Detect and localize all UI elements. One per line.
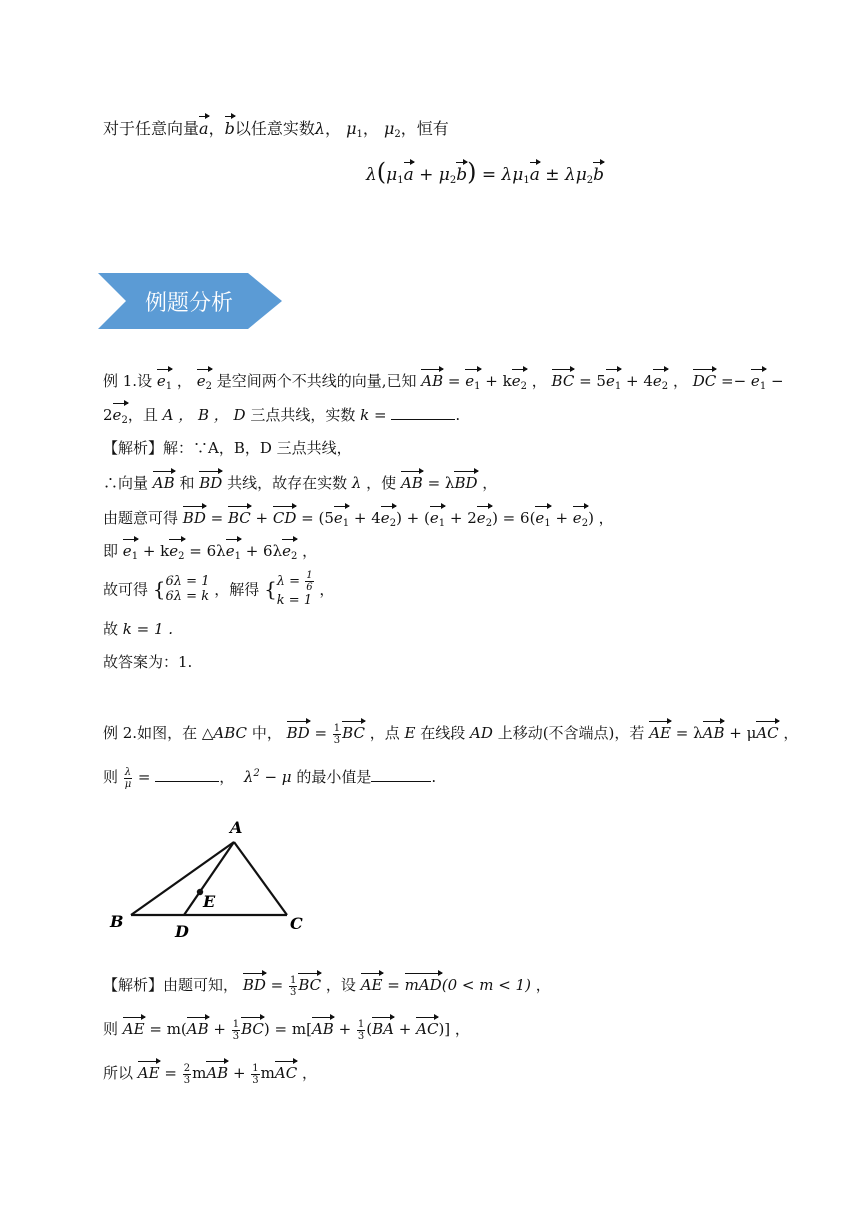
example1-answer: 故答案为：1. [103,653,193,671]
mu2-symbol: $\mu_2$ [383,119,401,140]
vector-e2: $e_2$ [196,372,212,392]
example2-suoyi-line: 所以 AE = $\frac{2}{3}$ mAB + $\frac{1}{3}$ mAC ， [103,1062,317,1086]
example2-line2: 则 $\frac{\lambda}{\mu}$ = ， $\lambda^2 - \mu$ 的最小值是 . [103,766,437,790]
label-e: E [203,892,216,911]
example1-given: 由题意可得 BD = BC + CD = $(5e_1 + 4e_2) + (e_1 + 2e_2) = 6(e_1 + e_2)$ ， [103,509,614,529]
example1-line2: $2e_2$，且 A ， B ， D 三点共线，实数 k = . [103,406,461,426]
answer-blank-k[interactable] [391,419,455,420]
intro-line: 对于任意向量a，b以任意实数λ， $\mu_1$， $\mu_2$，恒有 [103,119,449,140]
example1-collinear: ∴向量 AB 和 BD 共线，故存在实数 λ ，使 AB = λBD ， [103,474,498,492]
intro-mid: 以任意实数 [234,119,315,138]
example1-ji: 即 $e_1 + ke_2 = 6\lambda e_1 + 6\lambda e_2$ ， [103,542,318,562]
intro-suffix: ，恒有 [400,119,449,138]
example1-system: 故可得 { 6λ = 1 6λ = k ，解得 { λ = $\frac{1}{6}$ k = 1 ， [103,570,335,608]
section-banner-title: 例题分析 [145,291,234,316]
example1-k: 故 k = 1 . [103,620,174,638]
mu1-symbol: $\mu_1$ [346,119,363,140]
vector-a: a [199,119,209,138]
vector-b: b [224,119,235,138]
label-d: D [175,922,189,940]
example1-analysis: 【解析】解：∵A，B，D 三点共线， [103,439,352,457]
label-c: C [290,914,303,933]
label-b: B [110,912,124,931]
vector-e1: $e_1$ [156,372,173,392]
lambda-symbol: λ [314,119,325,138]
example1-line1: 例 1.设 $e_1$ ， $e_2$ 是空间两个不共线的向量,已知 AB = $e_1 + ke_2$ ， BC = $5e_1 + 4e_2$ ， DC =− $e_1$ − [103,372,784,392]
example2-line1: 例 2.如图，在 △ABC 中， BD = $\frac{1}{3}$ BC ，点 E 在线段 AD 上移动(不含端点)，若 AE = λAB + μAC ， [103,722,799,746]
answer-blank-ratio[interactable] [155,781,219,782]
example2-analysis: 【解析】由题可知， BD = $\frac{1}{3}$ BC ，设 AE = mAD(0 < m < 1) ， [103,974,551,998]
triangle-figure [104,815,304,940]
intro-prefix: 对于任意向量 [103,119,200,138]
distributive-formula: $\lambda(\mu_1a + \mu_2b) = \lambda\mu_1a \pm \lambda\mu_2b$ [366,158,605,186]
label-a: A [230,818,243,837]
example2-ze-line: 则 AE = m(AB + $\frac{1}{3}$ BC) = m[AB + $\frac{1}{3}$ (BA + AC)] ， [103,1018,470,1042]
answer-blank-min[interactable] [371,781,431,782]
